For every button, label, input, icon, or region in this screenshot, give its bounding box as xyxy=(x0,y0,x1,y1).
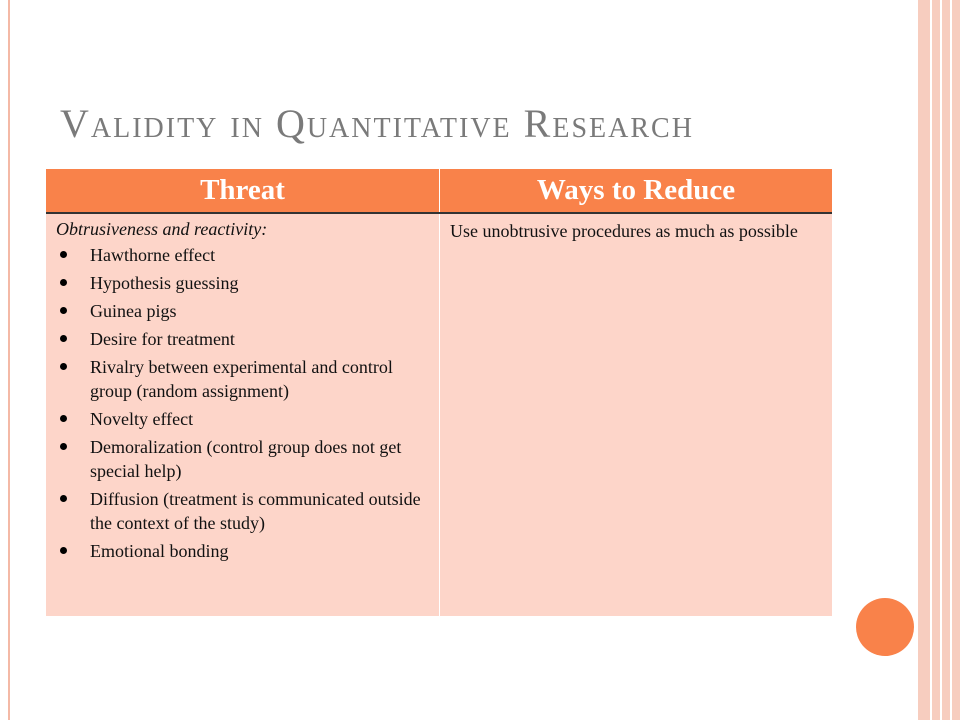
right-decorative-band xyxy=(918,0,930,720)
table-header-row xyxy=(46,169,832,213)
bullet-icon xyxy=(60,415,67,422)
bullet-icon xyxy=(60,363,67,370)
list-item-text: Hawthorne effect xyxy=(90,245,216,265)
header-ways-to-reduce: Ways to Reduce xyxy=(440,169,833,213)
list-item-text: Guinea pigs xyxy=(90,301,177,321)
threat-heading: Obtrusiveness and reactivity: xyxy=(56,219,268,239)
list-item xyxy=(56,299,431,323)
reduce-text: Use unobtrusive procedures as much as possible xyxy=(450,221,798,241)
list-item xyxy=(56,539,431,563)
header-threat: Threat xyxy=(46,169,440,213)
list-item xyxy=(56,243,431,267)
right-decorative-band xyxy=(932,0,940,720)
right-decorative-band xyxy=(952,0,960,720)
list-item xyxy=(56,487,431,535)
threat-list xyxy=(56,243,431,563)
reduce-cell xyxy=(440,213,833,616)
list-item-text: Diffusion (treatment is communicated outside the context of the study) xyxy=(90,489,421,533)
list-item-text: Demoralization (control group does not get special help) xyxy=(90,437,402,481)
list-item-text: Emotional bonding xyxy=(90,541,229,561)
right-decorative-band xyxy=(942,0,950,720)
bullet-icon xyxy=(60,495,67,502)
list-item xyxy=(56,327,431,351)
list-item xyxy=(56,435,431,483)
list-item-text: Desire for treatment xyxy=(90,329,235,349)
list-item xyxy=(56,355,431,403)
list-item-text: Rivalry between experimental and control group (random assignment) xyxy=(90,357,393,401)
list-item-text: Hypothesis guessing xyxy=(90,273,239,293)
threat-cell xyxy=(46,213,440,616)
bullet-icon xyxy=(60,547,67,554)
bullet-icon xyxy=(60,279,67,286)
bullet-icon xyxy=(60,335,67,342)
left-border-rule xyxy=(8,0,10,720)
orange-circle-decoration xyxy=(856,598,914,656)
threat-table xyxy=(46,169,832,616)
slide-title: Validity in Quantitative Research xyxy=(60,101,694,146)
bullet-icon xyxy=(60,251,67,258)
bullet-icon xyxy=(60,443,67,450)
list-item xyxy=(56,407,431,431)
table-row xyxy=(46,213,832,616)
list-item xyxy=(56,271,431,295)
list-item-text: Novelty effect xyxy=(90,409,194,429)
bullet-icon xyxy=(60,307,67,314)
